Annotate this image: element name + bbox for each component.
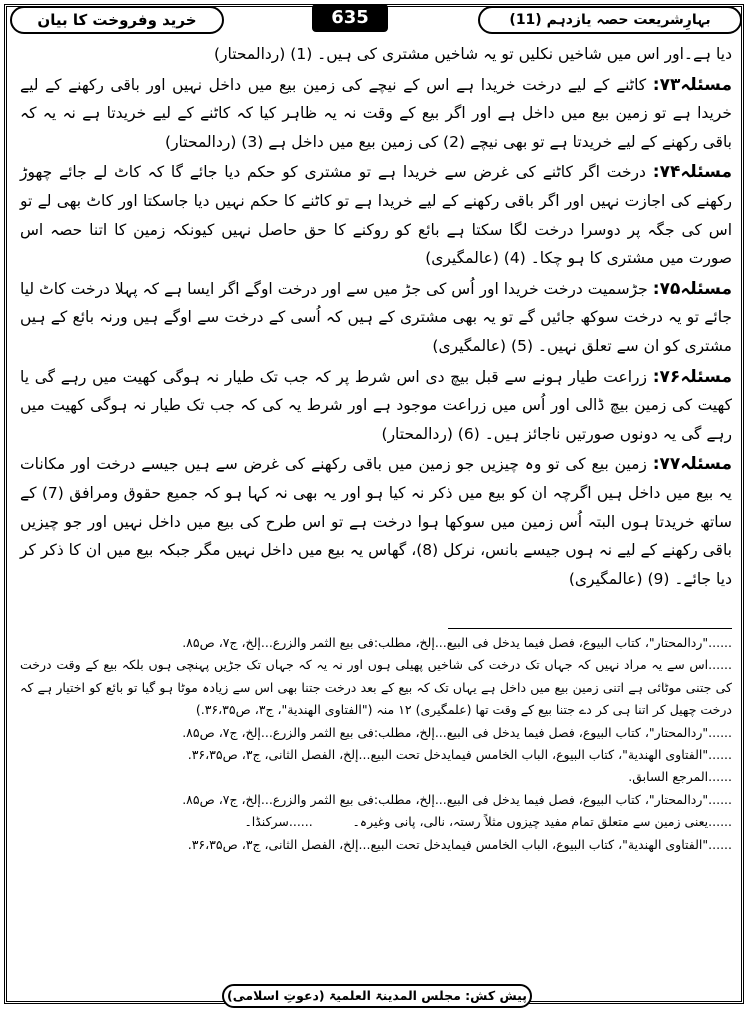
paragraph-text: جڑسمیت درخت خریدا اور اُس کی جڑ میں سے اور درخت اوگے اگر ایسا ہے کہ پہلا درخت کاٹ لیا جائے تو یہ درخت سوکھ جائیں گے تو یہ بھی مشتری کے ہیں کہ اُسی کے درخت سے اوگے ہیں ورنہ بائع کے ہیں مشتری کو ان سے تعلق نہیں۔ (5) (عالمگیری) <box>20 279 732 355</box>
paragraph <box>20 275 732 361</box>
paragraph-text: زراعت طیار ہونے سے قبل بیچ دی اس شرط پر کہ جب تک طیار نہ ہوگی کھیت میں رہے گی یا کھیت کی زمین بیچ ڈالی اور اُس میں زراعت موجود ہے اور شرط یہ کی کہ جب تک طیار نہ ہوگی کھیت میں رہے گی یہ دونوں صورتیں ناجائز ہیں۔ (6) (ردالمحتار) <box>20 367 732 443</box>
masala-label: مسئلہ۷۴: <box>652 162 732 183</box>
paragraph <box>20 450 732 593</box>
paragraph <box>20 71 732 157</box>
masala-label: مسئلہ۷۳: <box>652 74 733 95</box>
footnotes <box>20 632 732 856</box>
paragraph-text: زمین بیع کی تو وہ چیزیں جو زمین میں باقی رکھنے کی غرض سے ہیں جیسے درخت اور مکانات یہ بیع میں داخل ہیں اگرچہ ان کو بیع میں ذکر نہ کیا ہو اور یہ بھی نہ کہا ہو کہ جمیع حقوق ومرافق (7) کے ساتھ خریدتا ہوں البتہ اُس زمین میں سوکھا ہوا درخت ہے تو اس طرح کی بیع میں داخل نہیں اور جو چیزیں باقی رکھنے کے لیے نہ ہوں جیسے بانس، نرکل (8)، گھاس یہ بیع میں داخل نہیں مگر جبکہ بیع میں ان کا ذکر کر دیا جائے۔ (9) (عالمگیری) <box>20 455 732 588</box>
paragraph-text: دیا ہے۔اور اس میں شاخیں نکلیں تو یہ شاخیں مشتری کی ہیں۔ (1) (ردالمحتار) <box>213 45 732 63</box>
main-text <box>20 40 732 595</box>
masala-label: مسئلہ۷۷: <box>652 454 732 475</box>
footnote: ......یعنی زمین سے متعلق تمام مفید چیزوں مثلاً رستہ، نالی، پانی وغیرہ۔ ......سرکنڈا۔ <box>244 814 732 830</box>
footnote: ......"ردالمحتار"، کتاب البیوع، فصل فیما یدخل فی البیع...إلخ، مطلب:فی بیع الثمر والزرع...إلخ، ج۷، ص۸۵. <box>182 635 732 650</box>
chapter-title: خرید وفروخت کا بیان <box>10 6 224 34</box>
paragraph-text: درخت اگر کاٹنے کی غرض سے خریدا ہے تو مشتری کو حکم دیا جائے گا کہ کاٹ لے جائے چھوڑ رکھنے کی اجازت نہیں اور اگر باقی رکھنے کے لیے خریدا ہے تو کاٹنے کا حکم نہیں دیا جاسکتا اور کاٹ بھی لے تو اس کی جگہ پر دوسرا درخت لگا سکتا ہے بائع کو روکنے کا حق حاصل نہیں کیونکہ زمین کا اتنا حصہ اس صورت میں مشتری کا ہو چکا۔ (4) (عالمگیری) <box>20 163 732 268</box>
footnote: ......"ردالمحتار"، کتاب البیوع، فصل فیما یدخل فی البیع...إلخ، مطلب:فی بیع الثمر والزرع...إلخ، ج۷، ص۸۵. <box>182 791 732 807</box>
footnote: ......"ردالمحتار"، کتاب البیوع، فصل فیما یدخل فی البیع...إلخ، مطلب:فی بیع الثمر والزرع...إلخ، ج۷، ص۸۵. <box>182 724 732 740</box>
publisher-footer: پیش کش: مجلس المدینۃ العلمیۃ (دعوتِ اسلامی) <box>222 984 532 1008</box>
masala-label: مسئلہ۷۵: <box>652 278 732 299</box>
footnote-separator <box>448 628 732 629</box>
page-header <box>4 4 748 36</box>
footnote: ......المرجع السابق. <box>628 769 732 785</box>
paragraph <box>20 158 732 272</box>
paragraph-text: کاٹنے کے لیے درخت خریدا ہے اس کے نیچے کی زمین بیع میں داخل نہیں اور باقی رکھنے کے لیے خریدا ہے تو زمین بیع میں داخل ہے اور اگر بیع کے وقت نہ یہ ظاہر کیا کہ کاٹنے کے لیے خریدتا ہے نہ یہ کہ باقی رکھنے کے لیے خریدتا ہے تو بھی نیچے (2) کی زمین بیع میں داخل ہے (3) (ردالمحتار) <box>20 75 732 151</box>
book-title: بہارِشریعت حصہ یازدہم (11) <box>478 6 742 34</box>
paragraph <box>20 363 732 449</box>
footnote: ......"الفتاوی الهندية"، کتاب البیوع، الباب الخامس فیمایدخل تحت البیع...إلخ، الفصل الثانی، ج۳، ص۳۶،۳۵. <box>187 747 732 763</box>
footnote: ......اس سے یہ مراد نہیں کہ جہاں تک درخت کی شاخیں پھیلی ہوں اور نہ یہ کہ جہاں تک جڑیں پہنچی ہوں بلکہ بیع کے وقت درخت کی جتنی موٹائی ہے اتنی زمین بیع میں داخل ہے یہاں تک کہ بیع کے بعد درخت جتنا بھی اس سے زیادہ موٹا ہو گیا تو بائع کو اختیار ہے کہ درخت چھیل کر اتنا ہی کر دے جتنا بیع کے وقت تھا (علمگیری) ۱۲ منہ ("الفتاوی الهندية"، ج۳، ص۳۶،۳۵.) <box>20 657 732 718</box>
paragraph <box>20 40 732 69</box>
footnote: ......"الفتاوی الهندية"، کتاب البیوع، الباب الخامس فیمایدخل تحت البیع...إلخ، الفصل الثانی، ج۳، ص۳۶،۳۵. <box>187 836 732 852</box>
page-number: 635 <box>312 4 388 32</box>
masala-label: مسئلہ۷۶: <box>652 366 732 387</box>
